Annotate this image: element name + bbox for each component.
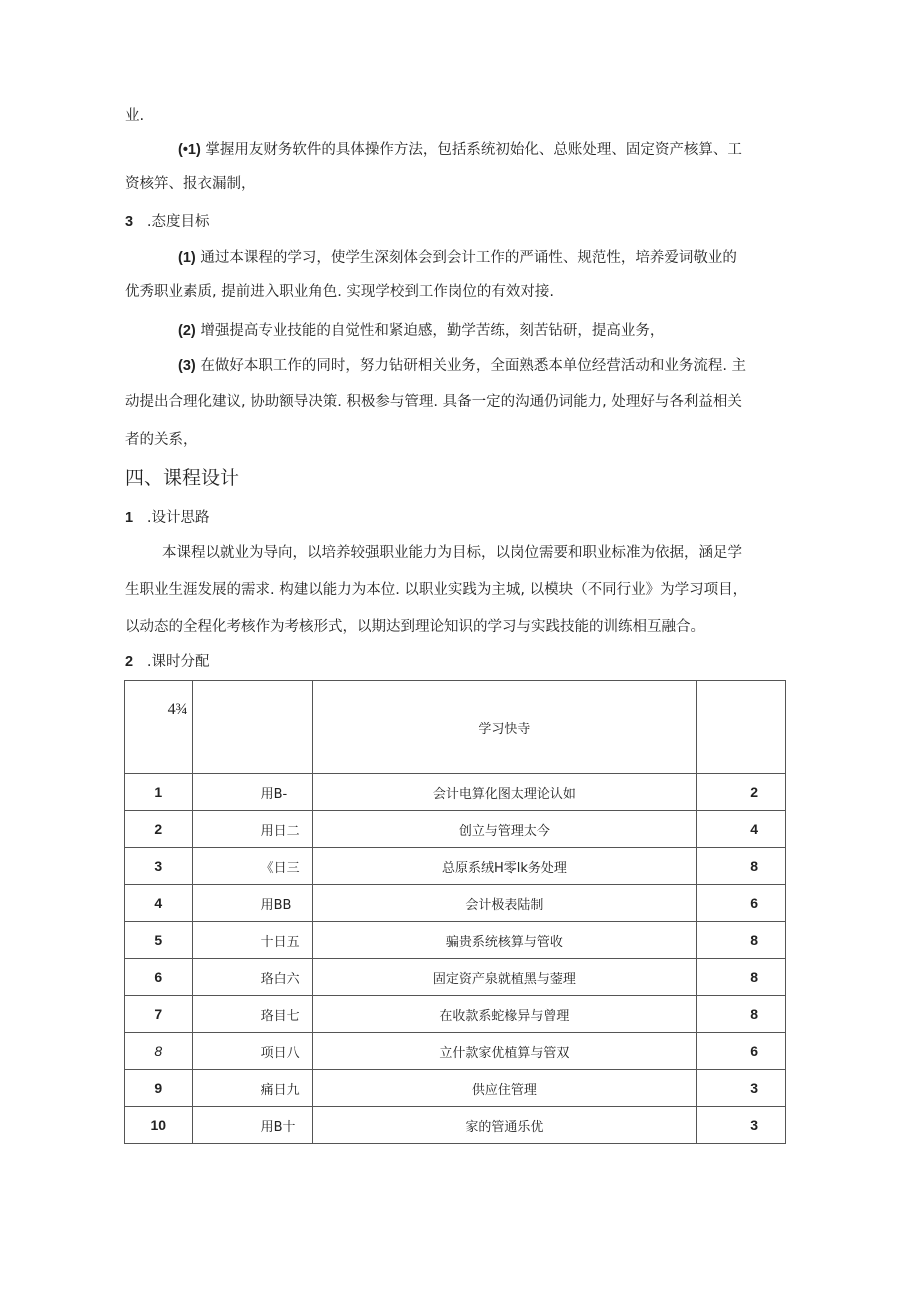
paragraph-3 [178, 321, 664, 341]
hours-cell: 6 [696, 1033, 785, 1070]
paragraph-5-cont: 生职业生涯发展的需求. 构建以能力为本位. 以职业实践为主城, 以模块（不同行业》为学习项目， [125, 582, 748, 598]
row-number: 3 [125, 848, 193, 885]
table-row [125, 959, 786, 996]
hours-cell: 6 [696, 885, 785, 922]
class-hours-table [124, 680, 786, 1144]
section-title: .设计思路 [146, 510, 210, 526]
header-cell: 学习快寺 [313, 681, 696, 774]
project-cell: 珞白六 [192, 959, 313, 996]
topic-cell: 固定资产泉就植黑与蓥理 [313, 959, 696, 996]
header-cell [192, 681, 313, 774]
row-number: 1 [125, 774, 193, 811]
hours-cell: 2 [696, 774, 785, 811]
table-row [125, 922, 786, 959]
paragraph-4-end: 者的关系， [125, 432, 198, 448]
table-header-row [125, 681, 786, 774]
topic-cell: 在收款系蛇椽异与曾理 [313, 996, 696, 1033]
row-number: 2 [125, 811, 193, 848]
section-number: 2 [125, 654, 134, 670]
section-number: 3 [125, 214, 134, 230]
paragraph-2 [178, 248, 737, 268]
project-cell: 用B十 [192, 1107, 313, 1144]
table-row [125, 811, 786, 848]
project-cell: 用BB [192, 885, 313, 922]
table-row [125, 996, 786, 1033]
section-1-heading [125, 508, 210, 528]
topic-cell: 创立与管理太今 [313, 811, 696, 848]
row-number: 9 [125, 1070, 193, 1107]
paragraph-1-cont: 资核笄、报衣漏制， [125, 176, 256, 192]
paragraph-2-cont: 优秀职业素质, 提前进入职业角色. 实现学校到工作岗位的有效对接. [125, 284, 555, 300]
hours-cell: 4 [696, 811, 785, 848]
topic-cell: 会计极表陆制 [313, 885, 696, 922]
hours-cell: 8 [696, 959, 785, 996]
table-row [125, 848, 786, 885]
project-cell: 痛日九 [192, 1070, 313, 1107]
topic-cell: 会计电算化图太理论认如 [313, 774, 696, 811]
paragraph-1 [178, 140, 742, 160]
section-number: 1 [125, 510, 134, 526]
header-cell: 4¾ [125, 681, 193, 774]
section-2-heading [125, 652, 210, 672]
paragraph-text: 增强提高专业技能的自觉性和紧迫感，勤学苦练，刻苦钻研，提高业务， [200, 323, 665, 339]
item-number: (1) [178, 250, 196, 266]
paragraph-4-cont: 动提出合理化建议, 协助额导决策. 积极参与管理. 具备一定的沟通仍词能力, 处理好与各利益相关 [125, 394, 742, 410]
topic-cell: 骗贵系统核算与管收 [313, 922, 696, 959]
topic-cell: 供应住管理 [313, 1070, 696, 1107]
paragraph-text: 通过本课程的学习，使学生深刻体会到会计工作的严诵性、规范性，培养爱词敬业的 [200, 250, 737, 266]
project-cell: 《日三 [192, 848, 313, 885]
table-row [125, 1033, 786, 1070]
paragraph-5: 本课程以就业为导向，以培养较强职业能力为目标，以岗位需要和职业标准为依据，涵足学 [162, 545, 742, 561]
hours-cell: 8 [696, 996, 785, 1033]
table-row [125, 1070, 786, 1107]
chapter-heading: 四、课程设计 [125, 467, 240, 489]
table-row [125, 774, 786, 811]
row-number: 10 [125, 1107, 193, 1144]
row-number: 6 [125, 959, 193, 996]
project-cell: 用日二 [192, 811, 313, 848]
topic-cell: 立什款家优植算与管双 [313, 1033, 696, 1070]
row-number: 5 [125, 922, 193, 959]
item-number: (•1) [178, 142, 201, 158]
item-number: (3) [178, 358, 196, 374]
hours-cell: 3 [696, 1070, 785, 1107]
paragraph-4 [178, 356, 746, 376]
row-number: 8 [125, 1033, 193, 1070]
row-number: 7 [125, 996, 193, 1033]
project-cell: 用B- [192, 774, 313, 811]
topic-cell: 家的管通乐优 [313, 1107, 696, 1144]
section-title: .课时分配 [146, 654, 210, 670]
table-row [125, 1107, 786, 1144]
paragraph-text: 掌握用友财务软件的具体操作方法，包括系统初始化、总账处理、固定资产核算、工 [205, 142, 742, 158]
project-cell: 项日八 [192, 1033, 313, 1070]
section-title: .态度目标 [146, 214, 210, 230]
paragraph-fragment: 业. [125, 108, 145, 124]
hours-cell: 3 [696, 1107, 785, 1144]
project-cell: 珞目七 [192, 996, 313, 1033]
paragraph-5-end: 以动态的全程化考核作为考核形式，以期达到理论知识的学习与实践技能的训练相互融合。 [125, 619, 705, 635]
hours-cell: 8 [696, 848, 785, 885]
section-3-heading [125, 212, 210, 232]
table-row [125, 885, 786, 922]
project-cell: 十日五 [192, 922, 313, 959]
topic-cell: 总原系绒H零lk务处理 [313, 848, 696, 885]
row-number: 4 [125, 885, 193, 922]
hours-cell: 8 [696, 922, 785, 959]
item-number: (2) [178, 323, 196, 339]
paragraph-text: 在做好本职工作的同时，努力钻研相关业务，全面熟悉本单位经营活动和业务流程. 主 [200, 358, 747, 374]
header-cell [696, 681, 785, 774]
